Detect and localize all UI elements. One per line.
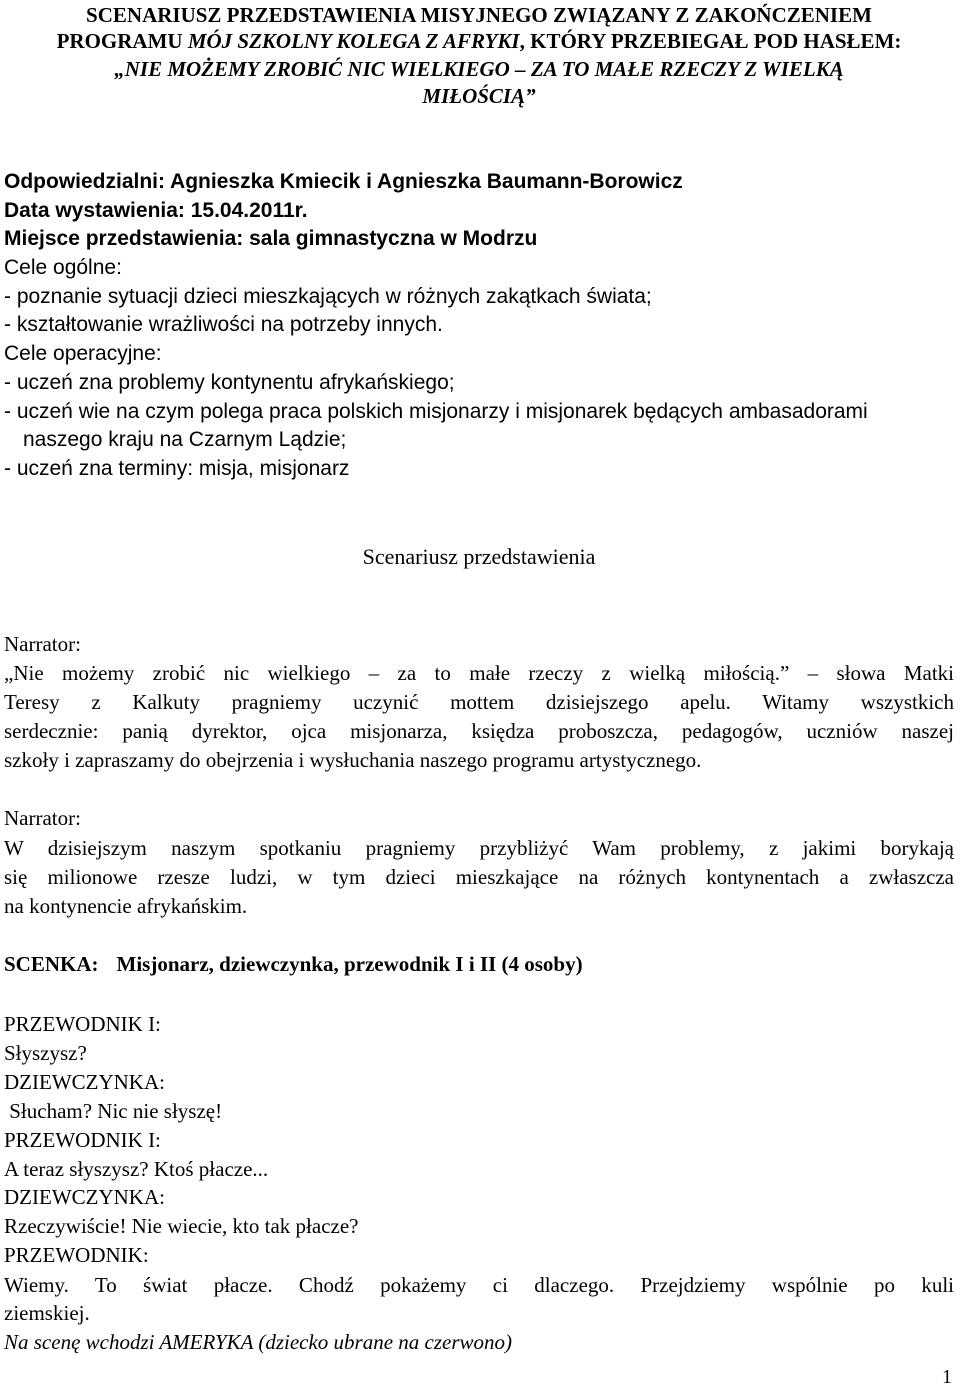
performance-place: Miejsce przedstawienia: sala gimnastyczna w Modrzu <box>4 227 538 250</box>
narrator-text-line: W dzisiejszym naszym spotkaniu pragniemy przybliżyć Wam problemy, z jakimi borykają <box>4 836 954 860</box>
stage-direction: Na scenę wchodzi AMERYKA (dziecko ubrane na czerwono) <box>4 1330 513 1354</box>
document-title-line-2 <box>4 28 954 54</box>
dialogue-speaker: PRZEWODNIK I: <box>4 1012 161 1036</box>
narrator-text-line: na kontynencie afrykańskim. <box>4 894 248 918</box>
narrator-text-line: serdecznie: panią dyrektor, ojca misjonarza, księdza proboszcza, pedagogów, uczniów naszej <box>4 719 954 743</box>
operational-goal-item: - uczeń zna terminy: misja, misjonarz <box>4 457 350 480</box>
dialogue-speaker: PRZEWODNIK I: <box>4 1128 161 1152</box>
title-prefix: PROGRAMU <box>56 29 188 53</box>
dialogue-speaker: DZIEWCZYNKA: <box>4 1185 165 1209</box>
narrator-text-line: Teresy z Kalkuty pragniemy uczynić mottem dzisiejszego apelu. Witamy wszystkich <box>4 690 954 714</box>
script-title: Scenariusz przedstawienia <box>362 544 596 569</box>
scene-heading <box>4 951 583 977</box>
page-number: 1 <box>942 1366 952 1388</box>
scene-cast: Misjonarz, dziewczynka, przewodnik I i II (4 osoby) <box>116 952 583 976</box>
narrator-label: Narrator: <box>4 632 81 656</box>
narrator-text-line: „Nie możemy zrobić nic wielkiego – za to małe rzeczy z wielką miłością.” – słowa Matki <box>4 661 954 685</box>
dialogue-text: Wiemy. To świat płacze. Chodź pokażemy ci dlaczego. Przejdziemy wspólnie po kuli <box>4 1273 954 1297</box>
general-goal-item: - kształtowanie wrażliwości na potrzeby innych. <box>4 313 443 336</box>
narrator-text-line: się milionowe rzesze ludzi, w tym dzieci mieszkające na różnych kontynentach a zwłaszcza <box>4 865 954 889</box>
dialogue-text: Rzeczywiście! Nie wiecie, kto tak płacze? <box>4 1214 359 1238</box>
document-title-line-3: „NIE MOŻEMY ZROBIĆ NIC WIELKIEGO – ZA TO MAŁE RZECZY Z WIELKĄ <box>114 57 844 81</box>
scene-label: SCENKA: <box>4 952 99 976</box>
dialogue-speaker: PRZEWODNIK: <box>4 1243 149 1267</box>
program-name: MÓJ SZKOLNY KOLEGA Z AFRYKI <box>187 29 520 53</box>
document-title-line-1: SCENARIUSZ PRZEDSTAWIENIA MISYJNEGO ZWIĄZANY Z ZAKOŃCZENIEM <box>86 3 872 27</box>
document-title-line-4: MIŁOŚCIĄ” <box>422 84 536 108</box>
narrator-label: Narrator: <box>4 806 81 830</box>
operational-goals-heading: Cele operacyjne: <box>4 342 162 365</box>
dialogue-text: A teraz słyszysz? Ktoś płacze... <box>4 1157 269 1181</box>
general-goal-item: - poznanie sytuacji dzieci mieszkających w różnych zakątkach świata; <box>4 285 652 308</box>
dialogue-speaker: DZIEWCZYNKA: <box>4 1070 165 1094</box>
dialogue-text-continuation: ziemskiej. <box>4 1301 90 1325</box>
operational-goal-item: - uczeń wie na czym polega praca polskich misjonarzy i misjonarek będących ambasadorami <box>4 400 868 423</box>
narrator-text-line: szkoły i zapraszamy do obejrzenia i wysłuchania naszego programu artystycznego. <box>4 748 702 772</box>
operational-goal-item: - uczeń zna problemy kontynentu afrykańskiego; <box>4 371 455 394</box>
operational-goal-item-continuation: naszego kraju na Czarnym Lądzie; <box>23 428 347 451</box>
dialogue-text: Słyszysz? <box>4 1041 87 1065</box>
general-goals-heading: Cele ogólne: <box>4 256 122 279</box>
performance-date: Data wystawienia: 15.04.2011r. <box>4 199 308 222</box>
title-suffix: , KTÓRY PRZEBIEGAŁ POD HASŁEM: <box>519 29 902 53</box>
responsible-persons: Odpowiedzialni: Agnieszka Kmiecik i Agnieszka Baumann-Borowicz <box>4 170 683 193</box>
dialogue-text: Słucham? Nic nie słyszę! <box>4 1099 223 1123</box>
